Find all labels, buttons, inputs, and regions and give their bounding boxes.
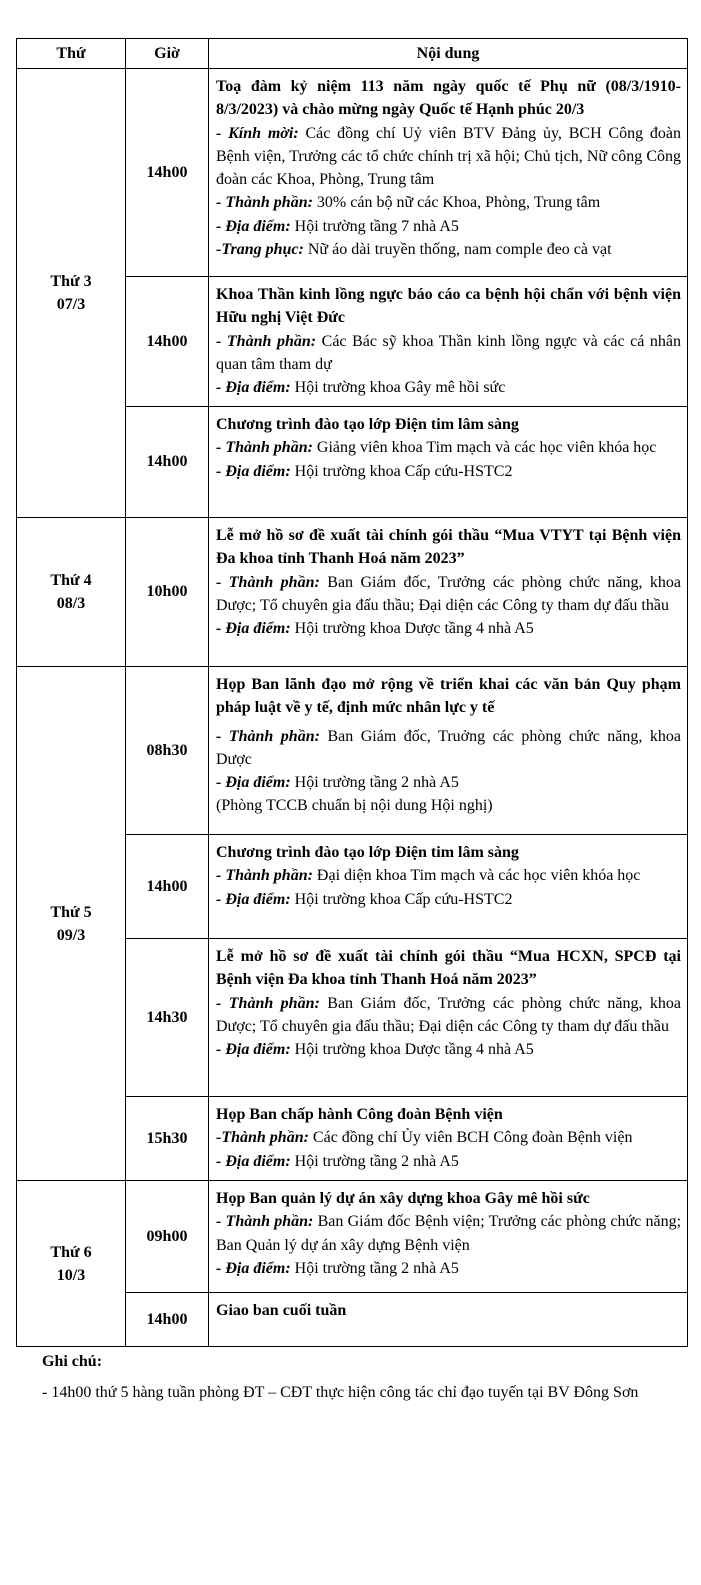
event-title: Họp Ban chấp hành Công đoàn Bệnh viện (216, 1106, 503, 1123)
location-text: Hội trường khoa Dược tầng 4 nhà A5 (294, 620, 534, 638)
day-date: 08/3 (56, 595, 86, 612)
location-text: Hội trường tầng 2 nhà A5 (294, 774, 459, 792)
composition-label: - Thành phần: (216, 727, 320, 745)
day-cell (17, 69, 126, 518)
invite-label: - Kính mời: (216, 124, 299, 142)
composition-text: 30% cán bộ nữ các Khoa, Phòng, Trung tâm (316, 194, 601, 212)
event-content (209, 835, 688, 939)
location-label: - Địa điểm: (216, 1152, 291, 1170)
event-content (209, 518, 688, 667)
composition-text: Ban Giám đốc, Trưởng các phòng chức năng, khoa Dược; Tổ chuyên gia đấu thầu; Đại diện các Công ty tham dự đấu thầu (216, 994, 682, 1035)
schedule-table (16, 38, 688, 1347)
invite-text: Các đồng chí Uỷ viên BTV Đảng ủy, BCH Công đoàn Bệnh viện, Trưởng các tổ chức chính trị xã hội; Chủ tịch, Nữ công Công đoàn các Khoa, Phòng, Trung tâm (216, 124, 682, 189)
location-text: Hội trường tầng 2 nhà A5 (294, 1259, 459, 1277)
time-cell: 10h00 (126, 518, 209, 667)
event-content (209, 1181, 688, 1293)
location-label: - Địa điểm: (216, 620, 291, 638)
event-title: Lễ mở hồ sơ đề xuất tài chính gói thầu “Mua VTYT tại Bệnh viện Đa khoa tỉnh Thanh Hoá năm 2023” (216, 527, 681, 568)
table-row (17, 69, 688, 277)
location-text: Hội trường khoa Cấp cứu-HSTC2 (294, 890, 513, 908)
day-date: 09/3 (56, 926, 86, 944)
table-row (17, 1181, 688, 1293)
table-row (17, 667, 688, 835)
time-cell: 14h30 (126, 939, 209, 1097)
day-date: 10/3 (56, 1266, 86, 1284)
notes-section (42, 1350, 662, 1404)
location-label: - Địa điểm: (216, 890, 291, 908)
event-content (209, 69, 688, 277)
event-title: Giao ban cuối tuần (216, 1302, 347, 1319)
day-name: Thứ 4 (50, 572, 92, 589)
composition-label: - Thành phần: (216, 332, 317, 350)
composition-label: - Thành phần: (216, 439, 313, 457)
event-title: Toạ đàm kỷ niệm 113 năm ngày quốc tế Phụ nữ (08/3/1910-8/3/2023) và chào mừng ngày Quốc tế Hạnh phúc 20/3 (216, 78, 681, 119)
event-title: Khoa Thần kinh lồng ngực báo cáo ca bệnh hội chẩn với bệnh viện Hữu nghị Việt Đức (216, 286, 681, 327)
location-label: - Địa điểm: (216, 1259, 291, 1277)
day-date: 07/3 (56, 296, 86, 313)
day-name: Thứ 6 (50, 1243, 92, 1261)
time-cell: 14h00 (126, 835, 209, 939)
day-cell (17, 667, 126, 1181)
time-cell: 14h00 (126, 69, 209, 277)
composition-label: - Thành phần: (216, 994, 320, 1012)
composition-label: - Thành phần: (216, 573, 320, 591)
event-title: Chương trình đào tạo lớp Điện tim lâm sàng (216, 844, 519, 861)
location-text: Hội trường khoa Gây mê hồi sức (294, 379, 506, 397)
time-cell: 09h00 (126, 1181, 209, 1293)
time-cell: 14h00 (126, 407, 209, 518)
event-title: Họp Ban quản lý dự án xây dựng khoa Gây mê hồi sức (216, 1190, 590, 1207)
event-title: Họp Ban lãnh đạo mở rộng về triển khai các văn bản Quy phạm pháp luật về y tế, định mức nhân lực y tế (216, 676, 681, 717)
day-cell (17, 1181, 126, 1347)
header-row (17, 39, 688, 69)
dress-text: Nữ áo dài truyền thống, nam comple đeo cà vạt (307, 241, 612, 259)
event-content (209, 277, 688, 407)
composition-text: Giảng viên khoa Tim mạch và các học viên khóa học (316, 439, 657, 457)
composition-text: Ban Giám đốc, Trưởng các phòng chức năng, khoa Dược; Tổ chuyên gia đấu thầu; Đại diện các Công ty tham dự đấu thầu (216, 573, 682, 614)
composition-text: Đại diện khoa Tim mạch và các học viên khóa học (316, 867, 641, 885)
event-content (209, 1097, 688, 1181)
composition-text: Các Bác sỹ khoa Thần kinh lồng ngực và các cá nhân quan tâm tham dự (216, 332, 682, 373)
event-title: Chương trình đào tạo lớp Điện tim lâm sàng (216, 416, 519, 433)
event-title: Lễ mở hồ sơ đề xuất tài chính gói thầu “Mua HCXN, SPCĐ tại Bệnh viện Đa khoa tỉnh Thanh Hoá năm 2023” (216, 948, 681, 989)
event-content (209, 939, 688, 1097)
location-text: Hội trường tầng 7 nhà A5 (294, 217, 459, 235)
dress-label: -Trang phục: (216, 241, 304, 259)
header-content: Nội dung (209, 39, 688, 69)
composition-label: - Thành phần: (216, 194, 313, 212)
header-day: Thứ (17, 39, 126, 69)
day-name: Thứ 3 (50, 273, 92, 290)
location-label: - Địa điểm: (216, 217, 291, 235)
location-text: Hội trường tầng 2 nhà A5 (294, 1152, 459, 1170)
time-cell: 14h00 (126, 277, 209, 407)
table-row (17, 518, 688, 667)
event-note: (Phòng TCCB chuẩn bị nội dung Hội nghị) (216, 797, 493, 815)
time-cell: 15h30 (126, 1097, 209, 1181)
composition-label: -Thành phần: (216, 1129, 309, 1147)
composition-label: - Thành phần: (216, 1213, 314, 1231)
event-content (209, 1293, 688, 1347)
notes-title: Ghi chú: (42, 1353, 103, 1370)
composition-label: - Thành phần: (216, 867, 313, 885)
notes-item: - 14h00 thứ 5 hàng tuần phòng ĐT – CĐT thực hiện công tác chỉ đạo tuyến tại BV Đông Sơn (42, 1384, 639, 1401)
composition-text: Các đồng chí Ủy viên BCH Công đoàn Bệnh viện (312, 1129, 633, 1147)
location-text: Hội trường khoa Cấp cứu-HSTC2 (294, 462, 513, 480)
event-content (209, 407, 688, 518)
composition-text: Ban Giám đốc, Truởng các phòng chức năng, khoa Dược (216, 727, 682, 768)
header-time: Giờ (126, 39, 209, 69)
location-label: - Địa điểm: (216, 462, 291, 480)
time-cell: 08h30 (126, 667, 209, 835)
location-label: - Địa điểm: (216, 1041, 291, 1059)
location-text: Hội trường khoa Dược tầng 4 nhà A5 (294, 1041, 534, 1059)
event-content (209, 667, 688, 835)
day-cell (17, 518, 126, 667)
location-label: - Địa điểm: (216, 774, 291, 792)
day-name: Thứ 5 (50, 903, 92, 921)
location-label: - Địa điểm: (216, 379, 291, 397)
time-cell: 14h00 (126, 1293, 209, 1347)
composition-text: Ban Giám đốc Bệnh viện; Trưởng các phòng chức năng; Ban Quản lý dự án xây dựng Bệnh viện (216, 1213, 682, 1254)
